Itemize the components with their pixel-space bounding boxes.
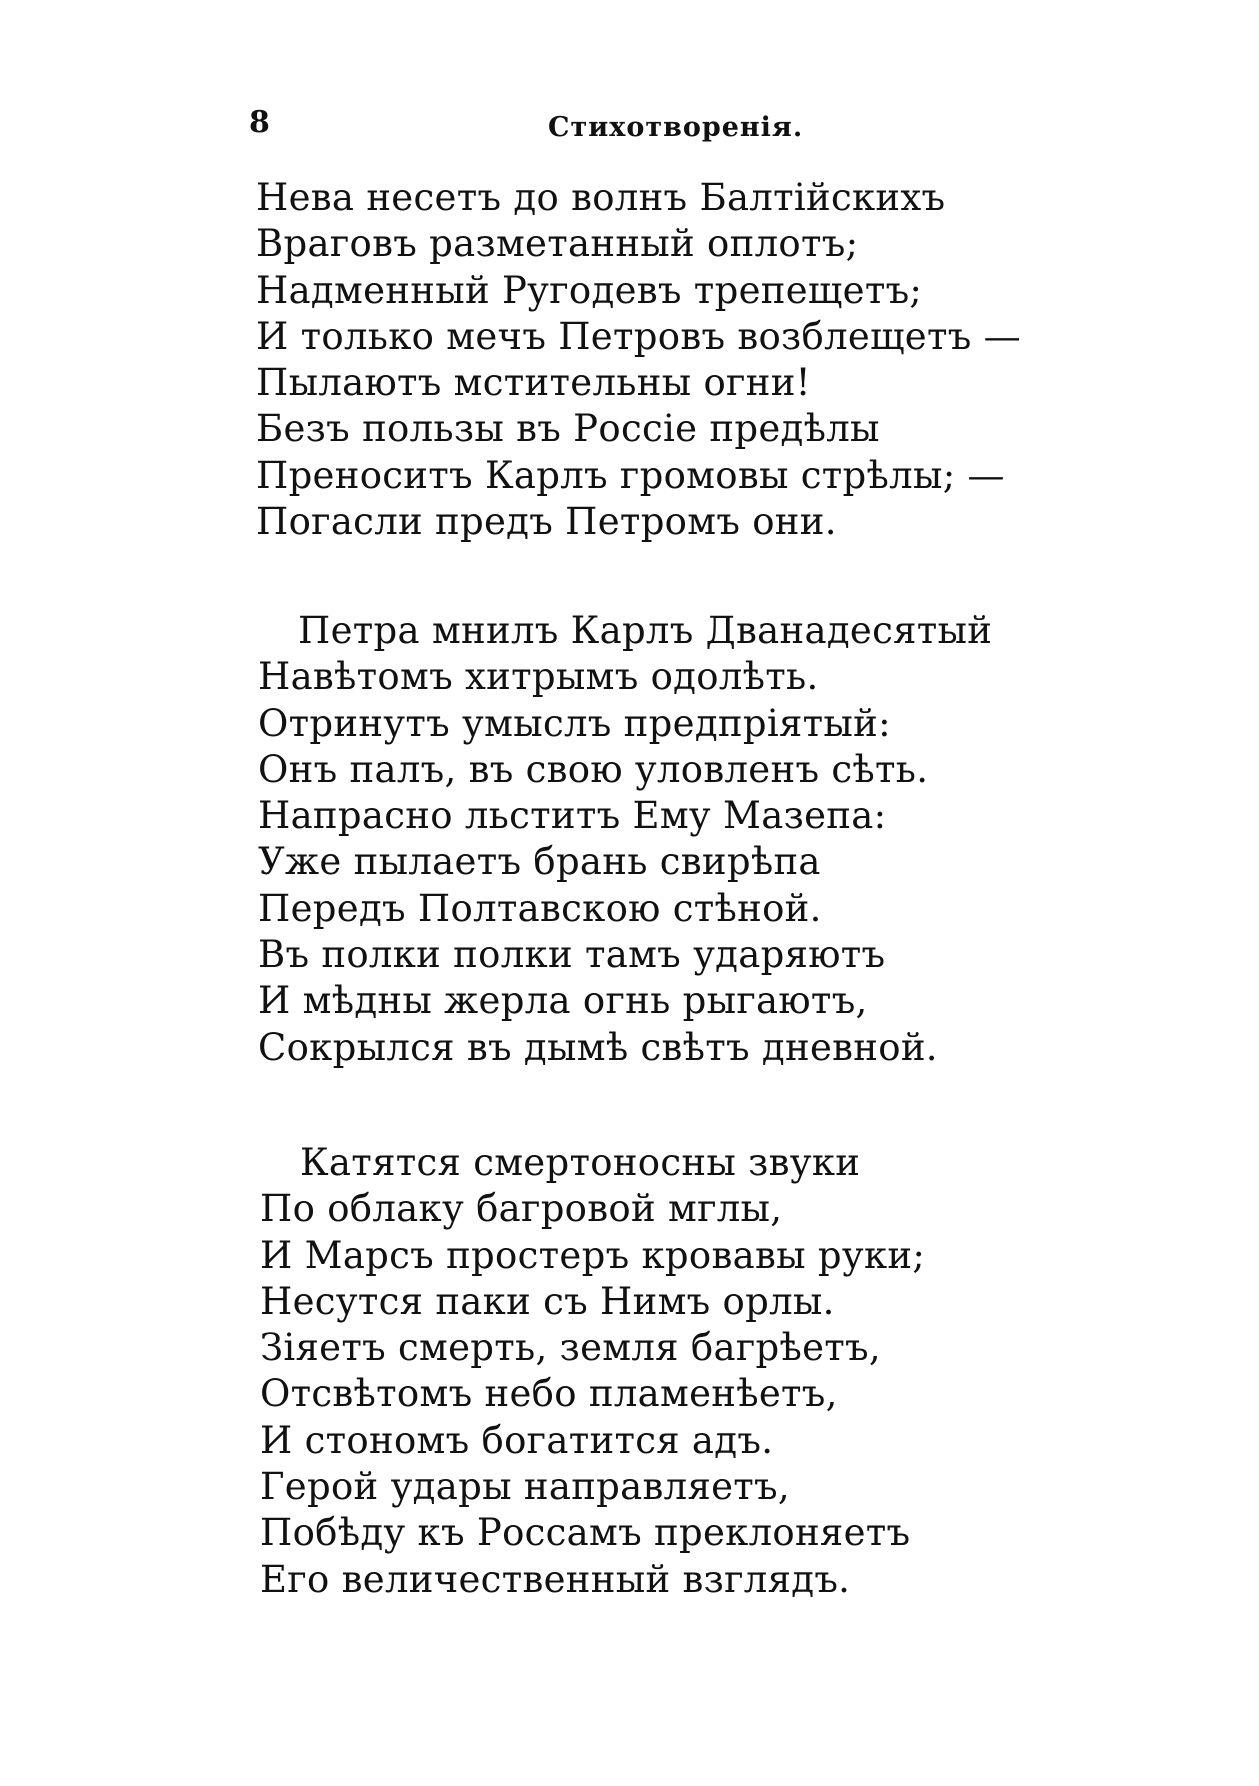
verse-line: Надменный Ругодевъ трепещетъ; xyxy=(256,268,923,312)
verse-line: Пылаютъ мстительны огни! xyxy=(256,361,811,405)
verse-line: Уже пылаетъ брань свирѣпа xyxy=(258,840,821,884)
verse-line: Катятся смертоносны звуки xyxy=(300,1141,861,1184)
verse-line: Въ полки полки тамъ ударяютъ xyxy=(258,933,886,977)
verse-line: Погасли предъ Петромъ они. xyxy=(256,500,837,544)
verse-line: Безъ пользы въ Россіе предѣлы xyxy=(256,407,880,451)
verse-line: И мѣдны жерла огнь рыгаютъ, xyxy=(258,979,868,1023)
verse-line: По облаку багровой мглы, xyxy=(260,1187,783,1231)
verse-line: Передъ Полтавскою стѣной. xyxy=(258,886,822,930)
verse-line: Навѣтомъ хитрымъ одолѣть. xyxy=(258,655,819,699)
verse-line: Напрасно льститъ Ему Мазепа: xyxy=(258,794,887,838)
verse-line: И стономъ богатится адъ. xyxy=(260,1418,774,1462)
verse-line: Нева несетъ до волнъ Балтійскихъ xyxy=(256,176,946,219)
verse-line: Его величественный взглядъ. xyxy=(260,1557,851,1601)
stanza-3 xyxy=(260,1140,925,1603)
verse-line: Онъ палъ, въ свою уловленъ сѣть. xyxy=(258,747,929,791)
stanza-1 xyxy=(256,175,1021,545)
verse-line: Несутся паки съ Нимъ орлы. xyxy=(260,1279,835,1323)
verse-line: Отринутъ умыслъ предпріятый: xyxy=(258,701,891,745)
verse-line: Зіяетъ смерть, земля багрѣетъ, xyxy=(260,1326,881,1370)
verse-line: И Марсъ простеръ кровавы руки; xyxy=(260,1233,926,1277)
verse-line: Преноситъ Карлъ громовы стрѣлы; — xyxy=(256,453,1005,497)
stanza-2 xyxy=(258,608,992,1071)
verse-line: Петра мнилъ Карлъ Дванадесятый xyxy=(298,609,993,652)
verse-line: Герой удары направляетъ, xyxy=(260,1465,790,1509)
verse-line: Враговъ разметанный оплотъ; xyxy=(256,222,859,266)
running-title: Стихотворенія. xyxy=(548,112,804,143)
verse-line: Побѣду къ Россамъ преклоняетъ xyxy=(260,1511,911,1555)
page-number: 8 xyxy=(249,105,270,140)
verse-line: И только мечъ Петровъ возблещетъ — xyxy=(256,314,1021,358)
verse-line: Сокрылся въ дымѣ свѣтъ дневной. xyxy=(258,1025,938,1069)
verse-line: Отсвѣтомъ небо пламенѣетъ, xyxy=(260,1372,838,1416)
